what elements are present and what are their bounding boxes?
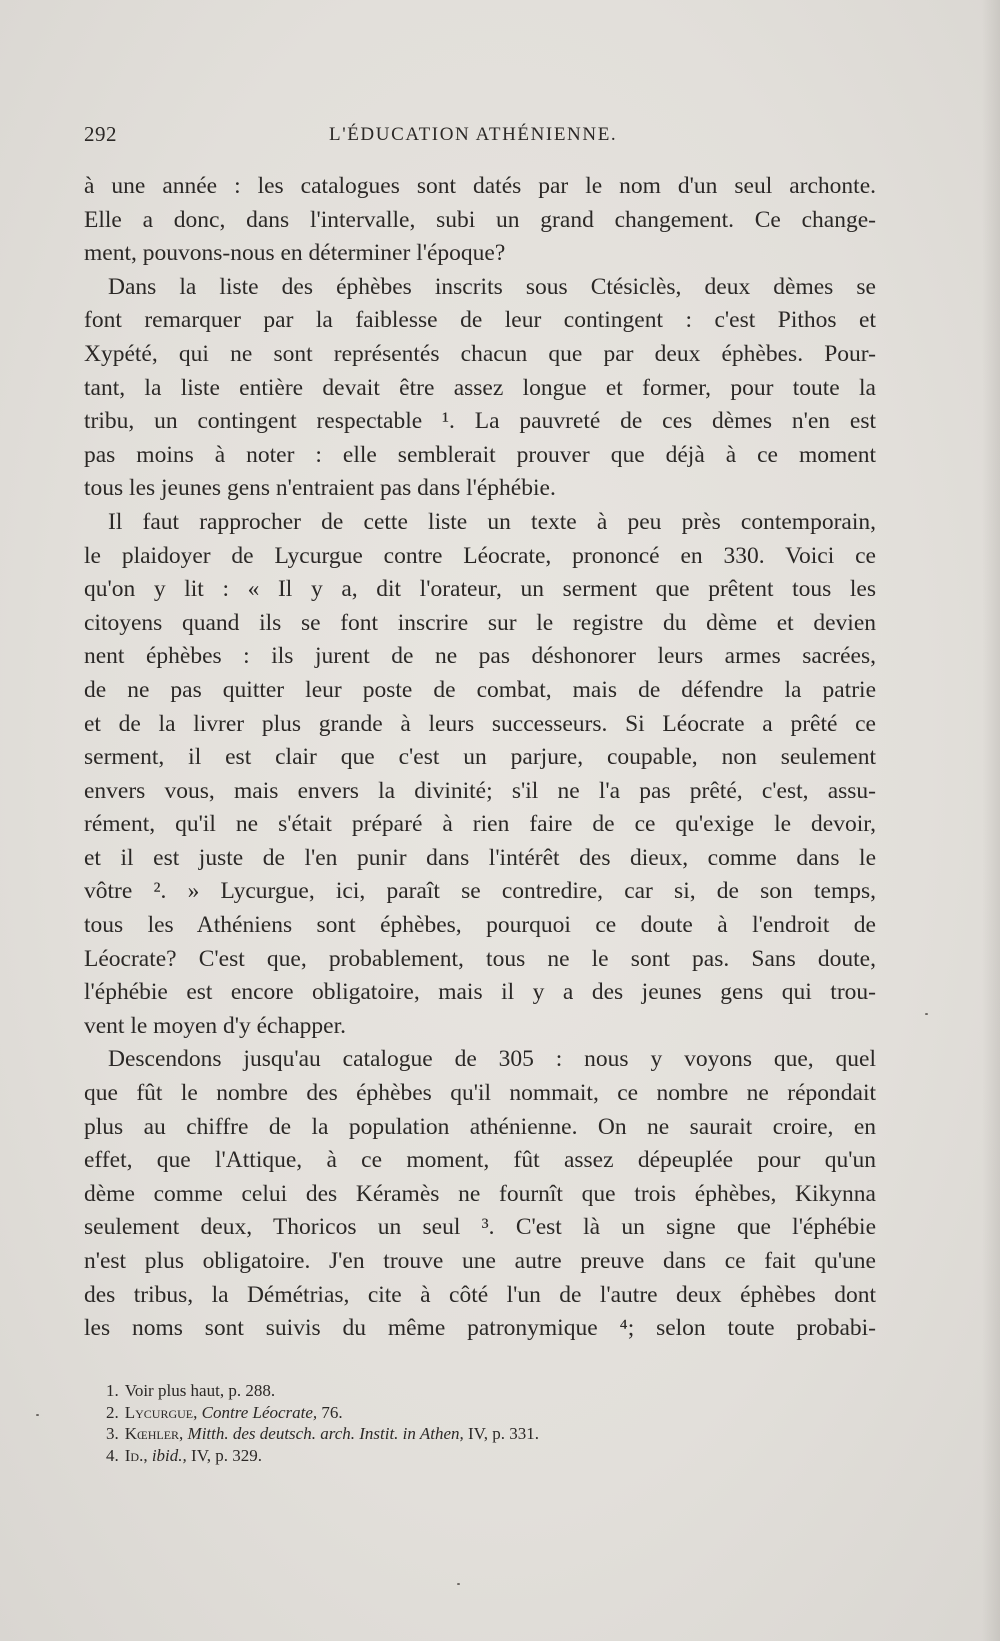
running-title: L'ÉDUCATION ATHÉNIENNE. — [329, 124, 618, 145]
text-line: tous les Athéniens sont éphèbes, pourquoi ce doute à l'endroit de — [84, 912, 876, 939]
text-line: des tribus, la Démétrias, cite à côté l'un de l'autre deux éphèbes dont — [84, 1281, 876, 1308]
text-line: dème comme celui des Kéramès ne fournît que trois éphèbes, Kikynna — [84, 1180, 876, 1207]
text-line: ment, pouvons-nous en déterminer l'époque? — [84, 240, 506, 267]
text-line: seulement deux, Thoricos un seul ³. C'est là un signe que l'éphébie — [84, 1214, 876, 1241]
footnote-text: IV, p. 329. — [191, 1445, 263, 1465]
text-line: nent éphèbes : ils jurent de ne pas déshonorer leurs armes sacrées, — [84, 643, 876, 670]
text-line: envers vous, mais envers la divinité; s'il ne l'a pas prêté, c'est, assu- — [84, 777, 876, 804]
text-line: tribu, un contingent respectable ¹. La pauvreté de ces dèmes n'en est — [84, 408, 876, 435]
text-line: de ne pas quitter leur poste de combat, mais de défendre la patrie — [84, 676, 876, 703]
footnote-text: IV, p. 331. — [468, 1424, 539, 1443]
footnote-text: 76. — [321, 1402, 343, 1422]
text-line: effet, que l'Attique, à ce moment, fût assez dépeuplée pour qu'un — [84, 1147, 876, 1174]
text-line: qu'on y lit : « Il y a, dit l'orateur, un serment que prêtent tous les — [84, 576, 876, 603]
text-line: n'est plus obligatoire. J'en trouve une autre preuve dans ce fait qu'une — [84, 1248, 876, 1274]
body-text — [84, 170, 876, 1346]
paragraph-start-line: Dans la liste des éphèbes inscrits sous Ctésiclès, deux dèmes se — [108, 273, 876, 300]
footnote-author: Lycurgue, — [124, 1402, 198, 1422]
text-line: vôtre ². » Lycurgue, ici, paraît se contredire, car si, de son temps, — [84, 878, 876, 905]
text-line: font remarquer par la faiblesse de leur contingent : c'est Pithos et — [84, 307, 876, 334]
footnote — [106, 1402, 806, 1424]
text-line: Xypété, qui ne sont représentés chacun que par deux éphèbes. Pour- — [84, 340, 876, 367]
footnote-work: Contre Léocrate, — [201, 1402, 318, 1422]
footnote-number: 2. — [106, 1402, 119, 1422]
footnote-number: 3. — [106, 1424, 119, 1443]
text-line: serment, il est clair que c'est un parjure, coupable, non seulement — [84, 744, 876, 771]
footnote — [106, 1423, 806, 1445]
text-line: et il est juste de l'en punir dans l'intérêt des dieux, comme dans le — [84, 844, 876, 871]
text-line: que fût le nombre des éphèbes qu'il nommait, ce nombre ne répondait — [84, 1080, 876, 1107]
text-line: tant, la liste entière devait être assez longue et former, pour toute la — [84, 374, 876, 401]
footnote — [106, 1445, 806, 1467]
text-line: et de la livrer plus grande à leurs successeurs. Si Léocrate a prêté ce — [84, 710, 876, 737]
text-line: vent le moyen d'y échapper. — [84, 1012, 346, 1039]
footnote-author: Kœhler, — [124, 1424, 184, 1443]
text-line: le plaidoyer de Lycurgue contre Léocrate, prononcé en 330. Voici ce — [84, 542, 876, 569]
footnote — [106, 1380, 806, 1402]
text-line: Elle a donc, dans l'intervalle, subi un grand changement. Ce change- — [84, 206, 876, 233]
text-line: pas moins à noter : elle semblerait prouver que déjà à ce moment — [84, 441, 876, 468]
text-line: citoyens quand ils se font inscrire sur le registre du dème et devien — [84, 609, 876, 636]
paper-speck — [457, 1583, 460, 1585]
footnote-work: ibid., — [151, 1445, 187, 1465]
text-line: Léocrate? C'est que, probablement, tous ne le sont pas. Sans doute, — [84, 945, 876, 972]
paper-speck — [36, 1414, 39, 1416]
paragraph-start-line: Descendons jusqu'au catalogue de 305 : nous y voyons que, quel — [108, 1046, 876, 1073]
text-line: rément, qu'il ne s'était préparé à rien faire de ce qu'exige le devoir, — [84, 811, 876, 838]
text-line: tous les jeunes gens n'entraient pas dans l'éphébie. — [84, 475, 556, 502]
page-header — [84, 122, 874, 152]
footnote-work: Mitth. des deutsch. arch. Instit. in Athen, — [187, 1424, 464, 1443]
text-line: plus au chiffre de la population athénienne. On ne saurait croire, en — [84, 1113, 876, 1140]
footnote-author: Id., — [124, 1445, 148, 1465]
paper-speck — [925, 1013, 928, 1015]
page-number: 292 — [84, 122, 117, 146]
text-line: l'éphébie est encore obligatoire, mais il y a des jeunes gens qui trou- — [84, 979, 876, 1006]
footnote-text: Voir plus haut, p. 288. — [124, 1381, 276, 1400]
paragraph-start-line: Il faut rapprocher de cette liste un texte à peu près contemporain, — [108, 508, 876, 535]
text-line: à une année : les catalogues sont datés par le nom d'un seul archonte. — [84, 173, 876, 199]
text-line: les noms sont suivis du même patronymique ⁴; selon toute probabi- — [84, 1315, 876, 1342]
page-gutter-shadow — [982, 0, 1000, 1641]
footnotes — [106, 1380, 806, 1466]
footnote-number: 1. — [106, 1381, 119, 1400]
footnote-number: 4. — [106, 1445, 119, 1465]
